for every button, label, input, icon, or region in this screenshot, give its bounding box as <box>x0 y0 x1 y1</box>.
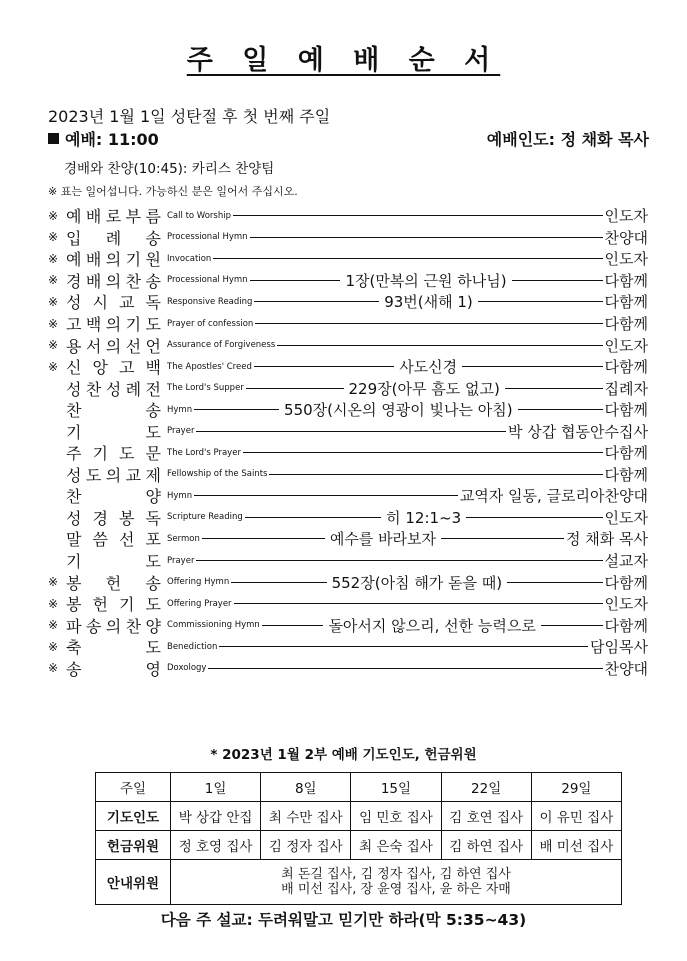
row-label: 안내위원 <box>96 860 171 905</box>
order-item-name-char: 입 <box>66 228 82 248</box>
order-item-name-char: 고 <box>66 315 82 335</box>
order-item-name-char: 기 <box>66 552 82 572</box>
order-item <box>48 550 648 572</box>
standing-mark: ※ <box>48 596 59 611</box>
order-item-name-char: 례 <box>105 228 122 248</box>
order-item-name-char: 도 <box>145 638 161 658</box>
order-item <box>48 442 648 464</box>
leader-line <box>462 366 602 367</box>
standing-mark: ※ <box>48 294 59 309</box>
order-item-name-char: 송 <box>145 401 161 421</box>
praise-session: 경배와 찬양(10:45): 카리스 찬양팀 <box>64 161 275 177</box>
order-item-name-char: 봉 <box>66 595 82 615</box>
roster-header-row <box>96 773 622 802</box>
order-item-name-char: 예 <box>66 250 82 270</box>
table-cell: 박 상갑 안집 <box>171 802 261 831</box>
next-sermon: 다음 주 설교: 두려워말고 믿기만 하라(막 5:35~43) <box>160 911 527 929</box>
order-item-name-char: 원 <box>145 250 161 270</box>
order-item-name-char: 교 <box>125 465 142 485</box>
standing-mark: ※ <box>48 618 59 633</box>
order-item-name-char: 시 <box>92 293 108 313</box>
order-item-english: Hymn <box>167 490 193 501</box>
order-item-name-char: 문 <box>145 444 161 464</box>
order-item-name-char: 선 <box>119 530 135 550</box>
order-item-english: Call to Worship <box>167 210 231 221</box>
order-item-name <box>66 549 163 572</box>
order-item-name-char: 경 <box>66 271 82 291</box>
order-item-name <box>66 334 163 357</box>
order-item-person: 정 채화 목사 <box>566 530 649 549</box>
order-item-name-char: 용 <box>66 336 82 356</box>
order-item-name-char: 의 <box>105 271 122 291</box>
order-item-detail: 552장(아침 해가 돋을 때) <box>331 573 503 592</box>
order-item-person: 다함께 <box>604 573 649 592</box>
leader-line <box>269 474 602 475</box>
order-item-name-char: 송 <box>145 271 161 291</box>
order-item-name-char: 배 <box>85 207 102 227</box>
leader-line <box>234 603 603 604</box>
order-item-english: Sermon <box>167 533 200 544</box>
order-item-name-char: 백 <box>145 358 161 378</box>
leader-line <box>262 625 324 626</box>
order-item-name-char: 성 <box>66 465 82 485</box>
leader-line <box>250 237 603 238</box>
order-item <box>48 420 648 442</box>
order-item-name-char: 양 <box>145 616 161 636</box>
leader-line <box>196 560 602 561</box>
order-item-english: Commissioning Hymn <box>167 620 260 631</box>
leader-line <box>277 345 602 346</box>
order-item <box>48 593 648 615</box>
order-item-english: Prayer <box>167 426 195 437</box>
order-item <box>48 485 648 507</box>
order-item-name <box>66 377 163 400</box>
order-item-person: 교역자 일동, 글로리아찬양대 <box>459 487 648 506</box>
order-item <box>48 657 648 679</box>
roster-column-header: 29일 <box>531 773 621 802</box>
order-item-name <box>66 506 163 529</box>
table-cell: 이 유민 집사 <box>531 802 621 831</box>
order-item-name-char: 송 <box>66 659 82 679</box>
leader-line <box>466 517 602 518</box>
leader-line <box>254 301 379 302</box>
standing-mark: ※ <box>48 251 59 266</box>
leader-line <box>231 582 326 583</box>
order-item <box>48 313 648 335</box>
order-item-name-char: 백 <box>85 315 102 335</box>
standing-mark: ※ <box>48 273 59 288</box>
order-item <box>48 334 648 356</box>
square-bullet-icon <box>48 133 59 144</box>
order-item-name-char: 예 <box>66 207 82 227</box>
order-item-name-char: 씀 <box>92 530 108 550</box>
order-item <box>48 291 648 313</box>
order-item-name-char: 로 <box>105 207 122 227</box>
leader-line <box>254 366 394 367</box>
order-item-person: 다함께 <box>604 465 648 484</box>
standing-mark: ※ <box>48 359 59 374</box>
order-item-person: 찬양대 <box>604 228 648 247</box>
order-item-name-char: 선 <box>125 336 142 356</box>
order-item-name-char: 기 <box>66 422 82 442</box>
leader-line <box>245 517 381 518</box>
table-cell: 최 은숙 집사 <box>351 831 441 860</box>
order-item-english: The Lord's Prayer <box>167 447 241 458</box>
leader-line <box>233 215 603 216</box>
order-item-english: Assurance of Forgiveness <box>167 340 276 351</box>
order-item-name-char: 배 <box>85 250 102 270</box>
table-cell: 임 민호 집사 <box>351 802 441 831</box>
page-title: 주 일 예 배 순 서 <box>186 45 501 76</box>
order-item-name <box>66 290 163 313</box>
order-item-person: 다함께 <box>604 616 648 635</box>
leader-line <box>246 388 344 389</box>
order-item-detail: 550장(시온의 영광이 빛나는 아침) <box>284 401 513 420</box>
order-item-name-char: 파 <box>66 616 82 636</box>
order-item-detail: 돌아서지 않으리, 선한 능력으로 <box>328 616 536 635</box>
leader-line <box>541 625 603 626</box>
order-item-person: 인도자 <box>604 336 648 355</box>
order-item <box>48 248 648 270</box>
roster-column-header: 8일 <box>261 773 351 802</box>
order-item-name-char: 성 <box>66 508 82 528</box>
order-item-name-char: 의 <box>105 250 122 270</box>
order-item-person: 다함께 <box>604 358 649 377</box>
order-item-english: Fellowship of the Saints <box>167 469 268 480</box>
leader-line <box>208 668 602 669</box>
order-item-detail: 1장(만복의 근원 하나님) <box>345 271 507 290</box>
leader-line <box>441 538 564 539</box>
order-item-name-char: 봉 <box>66 573 82 593</box>
order-item <box>48 528 648 550</box>
usher-cell <box>171 860 622 905</box>
order-item-name-char: 찬 <box>66 401 82 421</box>
standing-mark: ※ <box>48 639 59 654</box>
order-item-name-char: 부 <box>125 207 142 227</box>
order-item-person: 집례자 <box>604 379 649 398</box>
leader-line <box>255 323 602 324</box>
order-item-name-char: 성 <box>66 379 82 399</box>
order-item-name-char: 찬 <box>66 487 82 507</box>
standing-mark: ※ <box>48 316 59 331</box>
leader-line <box>243 452 603 453</box>
order-item-name-char: 송 <box>145 573 161 593</box>
order-item-person: 다함께 <box>604 444 648 463</box>
order-item-detail: 예수를 바라보자 <box>329 530 437 549</box>
roster-title: * 2023년 1월 2부 예배 기도인도, 헌금위원 <box>210 747 477 763</box>
order-item-name-char: 기 <box>125 315 142 335</box>
order-item-name-char: 의 <box>105 465 122 485</box>
order-item-name-char: 의 <box>105 616 122 636</box>
order-item <box>48 227 648 249</box>
order-item-person: 인도자 <box>604 250 648 269</box>
leader-line <box>250 280 341 281</box>
service-date: 2023년 1월 1일 성탄절 후 첫 번째 주일 <box>48 107 331 126</box>
order-item <box>48 507 648 529</box>
leader-line <box>219 646 588 647</box>
order-item-name-char: 도 <box>145 422 161 442</box>
order-item-name-char: 송 <box>85 616 102 636</box>
order-item-english: Offering Hymn <box>167 577 230 588</box>
service-time <box>48 127 159 150</box>
worship-leader: 예배인도: 정 채화 목사 <box>486 130 649 149</box>
order-item-person: 박 상갑 협동안수집사 <box>508 422 648 441</box>
order-item-english: The Lord's Supper <box>167 383 244 394</box>
order-item-english: Prayer of confession <box>167 318 254 329</box>
order-item-name <box>66 463 163 486</box>
order-item-name-char: 전 <box>145 379 161 399</box>
order-item-english: Responsive Reading <box>167 296 253 307</box>
order-item-person: 다함께 <box>604 315 648 333</box>
order-item-name-char: 영 <box>145 659 161 679</box>
order-item-person: 다함께 <box>604 401 649 420</box>
order-item-name-char: 송 <box>145 228 161 248</box>
leader-line <box>196 431 506 432</box>
roster-column-header: 1일 <box>171 773 261 802</box>
order-item-name-char: 례 <box>125 379 142 399</box>
order-item-english: Offering Prayer <box>167 598 232 609</box>
order-item-name <box>66 398 163 421</box>
order-item-detail: 사도신경 <box>399 358 458 377</box>
order-item-name-char: 포 <box>145 530 161 550</box>
order-item-name <box>66 527 163 550</box>
table-cell: 김 하연 집사 <box>441 831 531 860</box>
order-item-name-char: 언 <box>145 336 161 356</box>
order-item-name-char: 헌 <box>92 595 108 615</box>
order-item-english: The Apostles' Creed <box>167 361 252 372</box>
order-item-person: 인도자 <box>604 207 648 226</box>
leader-line <box>202 538 325 539</box>
order-item-name <box>66 635 163 658</box>
order-item-person: 인도자 <box>604 595 648 614</box>
order-item-english: Invocation <box>167 253 212 264</box>
order-item-name-char: 앙 <box>92 358 108 378</box>
order-item-english: Prayer <box>167 555 195 566</box>
roster-column-header: 22일 <box>441 773 531 802</box>
order-item-name-char: 성 <box>105 379 122 399</box>
leader-line <box>194 409 279 410</box>
standing-notice: ※ 표는 일어섭니다. 가능하신 분은 일어서 주십시오. <box>48 185 298 198</box>
order-item-name <box>66 420 163 443</box>
order-item <box>48 614 648 636</box>
table-cell: 김 정자 집사 <box>261 831 351 860</box>
order-item-name-char: 경 <box>92 508 108 528</box>
order-item-name-char: 교 <box>119 293 135 313</box>
standing-mark: ※ <box>48 338 59 353</box>
table-cell: 최 수만 집사 <box>261 802 351 831</box>
table-cell: 김 호연 집사 <box>441 802 531 831</box>
row-label: 헌금위원 <box>96 831 171 860</box>
order-item <box>48 399 648 421</box>
order-item-name-char: 찬 <box>85 379 102 399</box>
order-item-name-char: 헌 <box>105 573 122 593</box>
standing-mark: ※ <box>48 230 59 245</box>
order-item-name <box>66 441 163 464</box>
service-time-text: 예배: 11:00 <box>65 130 159 149</box>
leader-line <box>505 388 603 389</box>
order-item-name-char: 도 <box>85 465 102 485</box>
order-item-name-char: 서 <box>85 336 102 356</box>
leader-line <box>507 582 602 583</box>
order-item-name <box>66 269 163 292</box>
order-item-detail: 93번(새해 1) <box>384 293 473 312</box>
order-item-name <box>66 247 163 270</box>
order-item <box>48 636 648 658</box>
leader-line <box>478 301 603 302</box>
order-item-name <box>66 657 163 680</box>
usher-line: 배 미선 집사, 장 윤영 집사, 윤 하은 자매 <box>281 882 511 897</box>
offering-row <box>96 831 622 860</box>
order-item-person: 인도자 <box>604 508 648 527</box>
order-item-person: 설교자 <box>604 552 648 571</box>
order-item-name-char: 주 <box>66 444 82 464</box>
order-item-name-char: 도 <box>145 315 161 335</box>
order-item-person: 찬양대 <box>604 659 648 678</box>
usher-line: 최 돈길 집사, 김 정자 집사, 김 하연 집사 <box>281 867 511 882</box>
standing-mark: ※ <box>48 661 59 676</box>
order-item-person: 담임목사 <box>590 638 648 657</box>
order-item-name-char: 기 <box>92 444 108 464</box>
order-item-name-char: 고 <box>119 358 135 378</box>
order-item-name-char: 성 <box>66 293 82 313</box>
leader-line <box>213 258 602 259</box>
row-label: 기도인도 <box>96 802 171 831</box>
order-item-english: Processional Hymn <box>167 275 248 286</box>
order-item <box>48 377 648 399</box>
order-item <box>48 571 648 593</box>
order-item-name-char: 독 <box>145 293 161 313</box>
order-item-name-char: 름 <box>145 207 161 227</box>
prayer-leader-row <box>96 802 622 831</box>
leader-line <box>518 409 603 410</box>
order-item-name-char: 신 <box>66 358 82 378</box>
roster-column-header: 15일 <box>351 773 441 802</box>
leader-line <box>512 280 603 281</box>
order-item <box>48 464 648 486</box>
order-item-english: Doxology <box>167 663 207 674</box>
order-item-name-char: 양 <box>145 487 161 507</box>
order-item-name-char: 제 <box>145 465 161 485</box>
standing-mark: ※ <box>48 208 59 223</box>
leader-line <box>194 495 458 496</box>
roster-table <box>95 772 622 905</box>
usher-row <box>96 860 622 905</box>
order-item-english: Scripture Reading <box>167 512 243 523</box>
order-of-worship <box>48 205 648 679</box>
order-item-english: Processional Hymn <box>167 232 248 243</box>
order-item-english: Benediction <box>167 641 218 652</box>
order-item <box>48 356 648 378</box>
order-item-detail: 히 12:1~3 <box>386 508 462 527</box>
table-cell: 정 호영 집사 <box>171 831 261 860</box>
order-item-name <box>66 226 163 249</box>
order-item-name <box>66 571 163 594</box>
order-item-name <box>66 484 163 507</box>
order-item-name-char: 의 <box>105 315 122 335</box>
order-item-name-char: 말 <box>66 530 82 550</box>
standing-mark: ※ <box>48 575 59 590</box>
order-item-name-char: 기 <box>119 595 135 615</box>
order-item <box>48 270 648 292</box>
order-item-name-char: 도 <box>145 595 161 615</box>
order-item-name-char: 기 <box>125 250 142 270</box>
order-item-name-char: 찬 <box>125 616 142 636</box>
order-item-name-char: 의 <box>105 336 122 356</box>
order-item-person: 다함께 <box>604 293 649 312</box>
order-item-name-char: 도 <box>145 552 161 572</box>
roster-column-header: 주일 <box>96 773 171 802</box>
order-item-name-char: 독 <box>145 508 161 528</box>
order-item-name-char: 축 <box>66 638 82 658</box>
order-item-name <box>66 312 163 335</box>
order-item <box>48 205 648 227</box>
order-item-name-char: 봉 <box>119 508 135 528</box>
order-item-name <box>66 355 163 378</box>
order-item-name-char: 찬 <box>125 271 142 291</box>
order-item-name <box>66 614 163 637</box>
order-item-name-char: 도 <box>119 444 135 464</box>
order-item-detail: 229장(아무 흠도 없고) <box>348 379 500 398</box>
table-cell: 배 미선 집사 <box>531 831 621 860</box>
order-item-person: 다함께 <box>604 271 648 290</box>
order-item-name <box>66 592 163 615</box>
order-item-name-char: 배 <box>85 271 102 291</box>
order-item-english: Hymn <box>167 404 193 415</box>
order-item-name <box>66 204 163 227</box>
